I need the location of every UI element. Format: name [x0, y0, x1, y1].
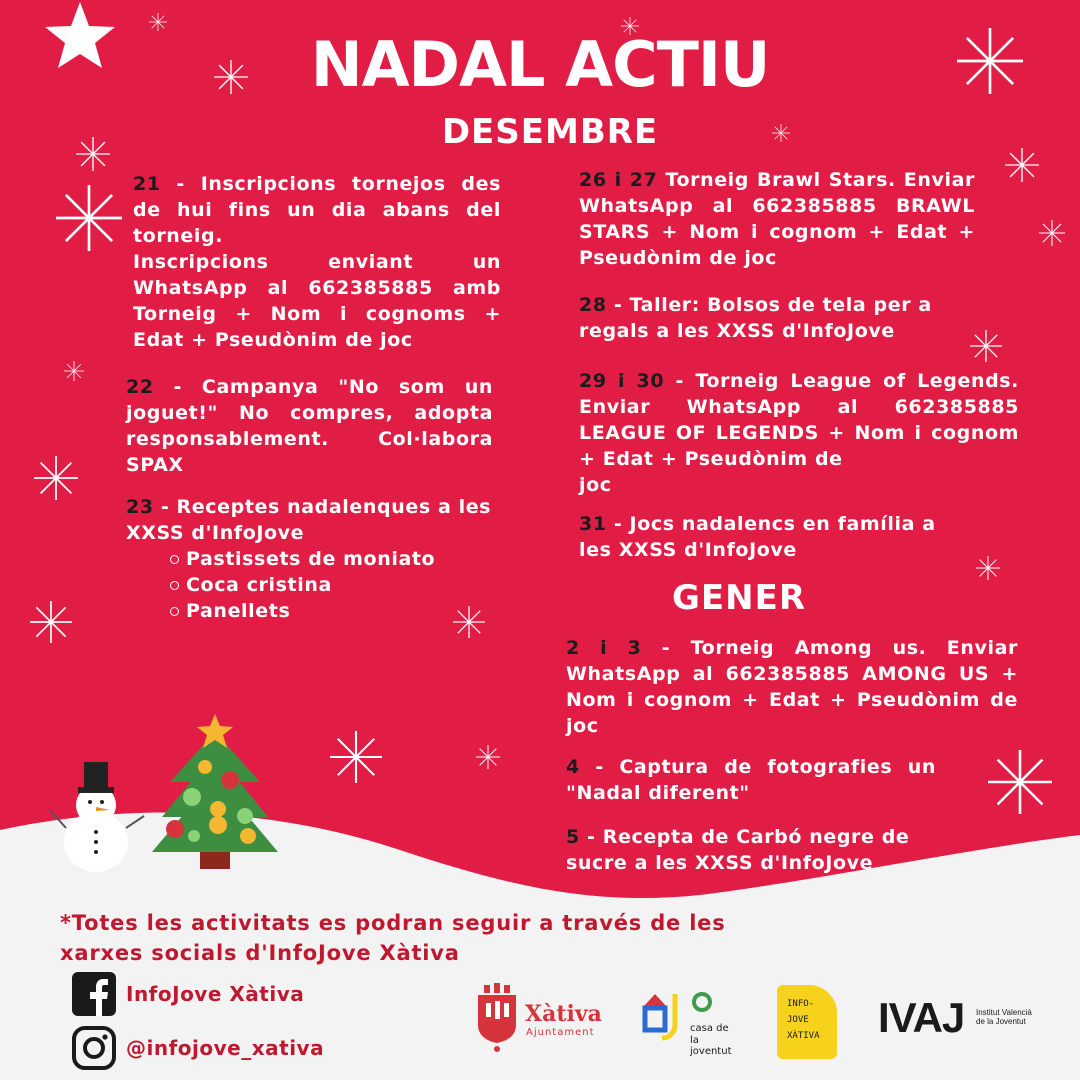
event-day: 22: [126, 376, 154, 398]
casa-line1: casa de: [690, 1023, 729, 1034]
event-text: - Receptes nadalenques a les XXSS d'InfoJove: [126, 496, 492, 544]
facebook-label: InfoJove Xàtiva: [126, 982, 305, 1006]
snowman-icon: [48, 760, 148, 875]
event-text: joc: [579, 474, 612, 496]
xativa-ajuntament-logo: [470, 983, 605, 1058]
xativa-name: Xàtiva: [525, 1001, 602, 1027]
event-text: - Torneig League of Legends. Enviar WhatsApp al 662385885 LEAGUE OF LEGENDS + Nom i cognom + Edat + Pseudònim de: [579, 370, 1019, 470]
event-31: [579, 511, 964, 563]
event-day: 5: [566, 826, 580, 848]
event-day: 29 i 30: [579, 370, 665, 392]
list-item: Pastissets de moniato: [126, 546, 496, 572]
event-text: - Inscripcions tornejos des de hui fins un dia abans del torneig.: [133, 173, 501, 247]
casa-line2: la joventut: [690, 1035, 732, 1057]
event-28: [579, 292, 964, 344]
list-item: Coca cristina: [126, 572, 496, 598]
instagram-icon: [72, 1026, 116, 1070]
facebook-link[interactable]: [72, 972, 304, 1016]
infojove-line2: JOVE: [787, 1015, 809, 1025]
event-5: [566, 824, 938, 876]
event-day: 4: [566, 756, 580, 778]
infojove-line1: INFO-: [787, 999, 815, 1009]
instagram-label: @infojove_xativa: [126, 1036, 325, 1060]
event-text: - Taller: Bolsos de tela per a regals a les XXSS d'InfoJove: [579, 294, 932, 342]
facebook-icon: [72, 972, 116, 1016]
event-text: - Captura de fotografies un "Nadal diferent": [566, 756, 936, 804]
ivaj-sub2: de la Joventut: [976, 1017, 1026, 1026]
event-23: [126, 494, 496, 624]
christmas-tree-icon: [150, 712, 280, 872]
event-21: [133, 171, 501, 353]
event-day: 21: [133, 173, 161, 195]
event-text: Torneig Brawl Stars. Enviar WhatsApp al 662385885 BRAWL STARS + Nom i cognom + Edat + Pseudònim de joc: [579, 169, 976, 269]
ivaj-sub1: Institut Valencià: [976, 1008, 1032, 1017]
page-title: NADAL ACTIU: [310, 28, 770, 101]
xativa-sub: Ajuntament: [526, 1027, 595, 1038]
recipe-list: [126, 546, 496, 624]
event-text: Inscripcions enviant un WhatsApp al 662385885 amb Torneig + Nom i cognoms + Edat + Pseudònim de joc: [133, 251, 501, 351]
event-2-3: [566, 635, 1018, 739]
casa-joventut-logo: [642, 990, 742, 1057]
list-item: Panellets: [126, 598, 496, 624]
instagram-link[interactable]: [72, 1026, 324, 1070]
event-26-27: [579, 167, 975, 271]
event-29-30: [579, 368, 1019, 498]
event-day: 31: [579, 513, 607, 535]
event-text: - Campanya "No som un joguet!" No compres, adopta responsablement. Col·labora SPAX: [126, 376, 493, 476]
event-text: - Jocs nadalencs en família a les XXSS d'InfoJove: [579, 513, 936, 561]
event-day: 23: [126, 496, 154, 518]
ivaj-logo: [878, 994, 1038, 1042]
section-title-gener: GENER: [672, 578, 806, 618]
event-text: - Recepta de Carbó negre de sucre a les XXSS d'InfoJove: [566, 826, 910, 874]
event-day: 26 i 27: [579, 169, 658, 191]
infojove-line3: XÀTIVA: [787, 1031, 820, 1041]
infojove-xativa-logo: [777, 985, 837, 1059]
xativa-crest-icon: [470, 983, 525, 1058]
section-title-desembre: DESEMBRE: [441, 112, 659, 152]
event-text: - Torneig Among us. Enviar WhatsApp al 662385885 AMONG US + Nom i cognom + Edat + Pseudònim de joc: [566, 637, 1018, 737]
event-day: 2 i 3: [566, 637, 642, 659]
ivaj-name: IVAJ: [878, 994, 965, 1041]
footer-note: *Totes les activitats es podran seguir a través de les xarxes socials d'InfoJove Xàtiva: [60, 911, 726, 965]
event-4: [566, 754, 936, 806]
event-22: [126, 374, 493, 478]
event-day: 28: [579, 294, 607, 316]
